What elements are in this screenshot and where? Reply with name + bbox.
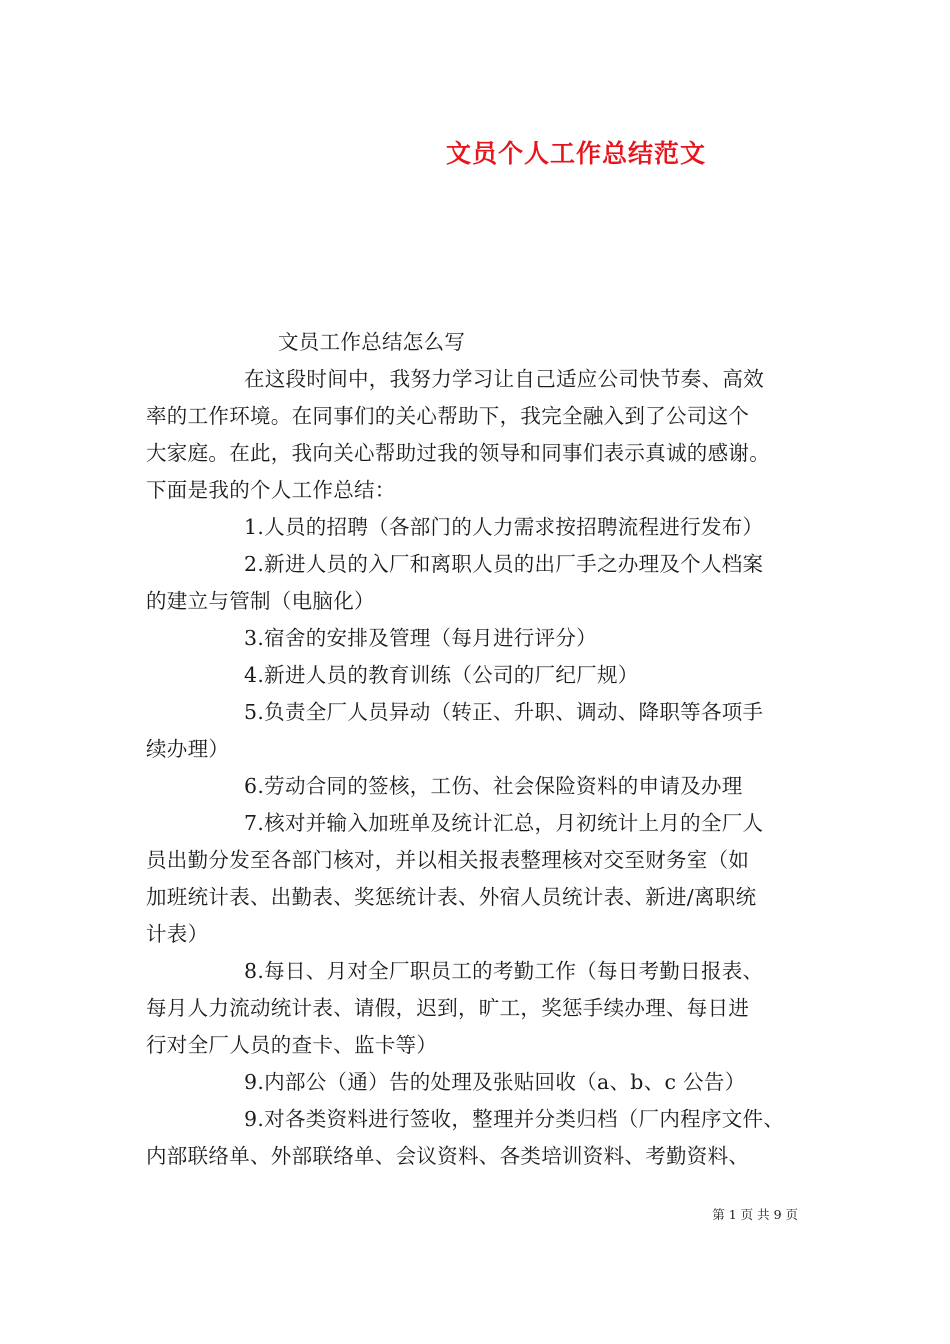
paragraph-line: 下面是我的个人工作总结： [146,478,396,502]
paragraph-line: 计表） [146,922,209,946]
paragraph-line: 加班统计表、出勤表、奖惩统计表、外宿人员统计表、新进/离职统 [146,885,757,909]
paragraph-line: 行对全厂人员的查卡、监卡等） [146,1033,438,1057]
document-body [146,324,826,1175]
paragraph-line: 大家庭。在此，我向关心帮助过我的领导和同事们表示真诚的感谢。 [146,441,770,465]
paragraph-line: 7.核对并输入加班单及统计汇总，月初统计上月的全厂人 [244,811,764,835]
paragraph-line: 的建立与管制（电脑化） [146,589,375,613]
paragraph-line: 续办理） [146,737,230,761]
paragraph-line: 5.负责全厂人员异动（转正、升职、调动、降职等各项手 [244,700,764,724]
paragraph-line: 文员工作总结怎么写 [278,330,466,354]
paragraph-line: 每月人力流动统计表、请假，迟到，旷工，奖惩手续办理、每日进 [146,996,750,1020]
paragraph-line: 在这段时间中，我努力学习让自己适应公司快节奏、高效 [244,367,764,391]
paragraph-line: 1.人员的招聘（各部门的人力需求按招聘流程进行发布） [244,515,764,539]
paragraph-line: 6.劳动合同的签核，工伤、社会保险资料的申请及办理 [244,774,743,798]
paragraph-line: 9.对各类资料进行签收，整理并分类归档（厂内程序文件、 [244,1107,785,1131]
page-footer: 第 1 页 共 9 页 [712,1207,798,1222]
paragraph-line: 8.每日、月对全厂职员工的考勤工作（每日考勤日报表、 [244,959,764,983]
paragraph-line: 员出勤分发至各部门核对，并以相关报表整理核对交至财务室（如 [146,848,750,872]
paragraph-line: 9.内部公（通）告的处理及张贴回收（a、b、c 公告） [244,1070,746,1094]
paragraph-line: 4.新进人员的教育训练（公司的厂纪厂规） [244,663,639,687]
paragraph-line: 率的工作环境。在同事们的关心帮助下，我完全融入到了公司这个 [146,404,750,428]
document-title: 文员个人工作总结范文 [445,139,706,168]
paragraph-line: 内部联络单、外部联络单、会议资料、各类培训资料、考勤资料、 [146,1144,750,1168]
paragraph-line: 2.新进人员的入厂和离职人员的出厂手之办理及个人档案 [244,552,764,576]
paragraph-line: 3.宿舍的安排及管理（每月进行评分） [244,626,597,650]
